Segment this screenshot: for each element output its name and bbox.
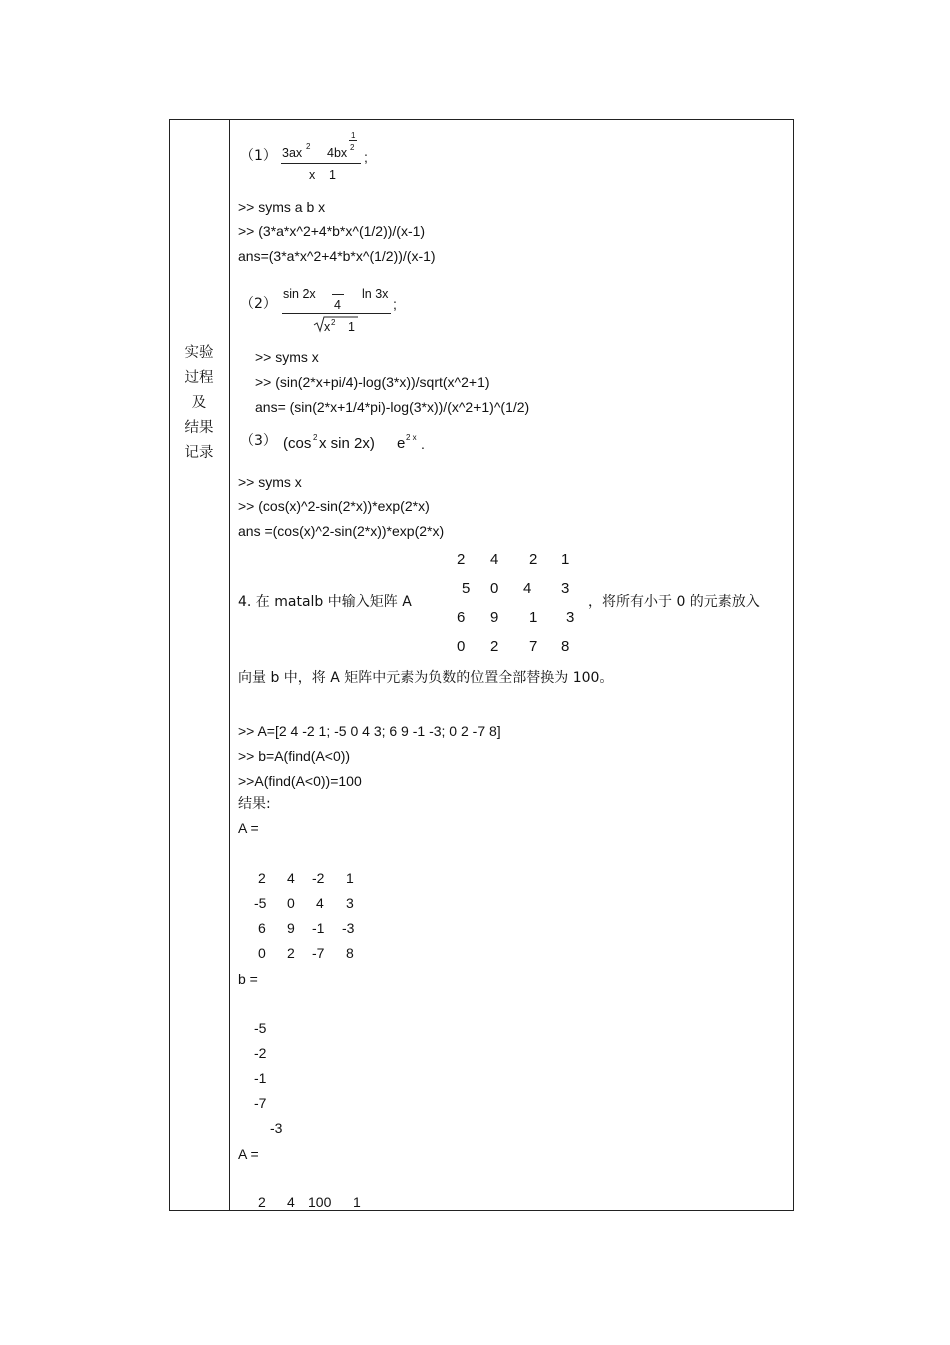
- output-cell: 0: [258, 945, 266, 961]
- output-a-label: A =: [238, 820, 259, 836]
- item2-frac-4: 4: [334, 298, 341, 312]
- output-cell: 2: [287, 945, 295, 961]
- item1-semicolon: ;: [364, 149, 368, 165]
- output-b-value: -5: [254, 1020, 267, 1036]
- section-label-line: 过程: [184, 370, 214, 386]
- output-a2-label: A =: [238, 1146, 259, 1162]
- output-b-label: b =: [238, 971, 258, 987]
- matrix-cell: 0: [457, 638, 466, 655]
- code-line: >> (cos(x)^2-sin(2*x))*exp(2*x): [238, 498, 430, 514]
- item1-exponent-b-bottom: 2: [350, 143, 355, 152]
- output-cell: 0: [287, 895, 295, 911]
- output-cell: -3: [342, 920, 355, 936]
- code-line: ans= (sin(2*x+1/4*pi)-log(3*x))/(x^2+1)^(1/2): [255, 399, 530, 415]
- code-line: >>A(find(A<0))=100: [238, 773, 362, 789]
- code-line: >> syms x: [238, 474, 302, 490]
- code-line: >> (3*a*x^2+4*b*x^(1/2))/(x-1): [238, 223, 426, 239]
- item2-numerator-ln: ln 3x: [362, 287, 389, 301]
- matrix-cell: 2: [490, 638, 499, 655]
- item2-semicolon: ;: [393, 296, 397, 312]
- matrix-cell: 1: [529, 609, 538, 626]
- section-label-line: 及: [191, 395, 207, 411]
- output-cell: 2: [258, 870, 266, 886]
- output-b-value: -2: [254, 1045, 267, 1061]
- matrix-cell: 3: [561, 580, 570, 597]
- code-line: ans =(cos(x)^2-sin(2*x))*exp(2*x): [238, 523, 445, 539]
- output-cell: -5: [254, 895, 267, 911]
- matrix-cell: 1: [561, 551, 570, 568]
- item4-line2: 向量 b 中，将 A 矩阵中元素为负数的位置全部替换为 100。: [238, 670, 614, 686]
- item2-denominator-exponent: 2: [331, 318, 336, 327]
- matrix-cell: 7: [529, 638, 538, 655]
- output-cell: 9: [287, 920, 295, 936]
- section-label-line: 记录: [184, 445, 214, 461]
- matrix-cell: 6: [457, 609, 466, 626]
- item3-exponent-2: 2: [313, 433, 318, 442]
- item2-numerator-sin: sin 2x: [283, 287, 316, 301]
- matrix-cell: 8: [561, 638, 570, 655]
- item2-pi-bar: [332, 294, 344, 295]
- item1-denominator-1: 1: [329, 168, 336, 182]
- code-line: >> syms a b x: [238, 199, 326, 215]
- output-cell: 1: [346, 870, 354, 886]
- output-cell: -1: [312, 920, 325, 936]
- output-cell: -2: [312, 870, 325, 886]
- item2-label: （2）: [240, 296, 277, 312]
- item1-fraction-bar: [281, 163, 361, 164]
- output-cell: 8: [346, 945, 354, 961]
- code-line: ans=(3*a*x^2+4*b*x^(1/2))/(x-1): [238, 248, 436, 264]
- item3-period: .: [421, 436, 425, 452]
- item1-exponent-fraction-bar: [349, 140, 357, 141]
- output-cell: 6: [258, 920, 266, 936]
- matrix-cell: 0: [490, 580, 499, 597]
- output-cell: 3: [346, 895, 354, 911]
- item3-expr-e: e: [397, 435, 406, 452]
- item2-denominator-1: 1: [348, 320, 355, 334]
- item1-label: （1）: [240, 148, 277, 164]
- section-label-line: 结果: [184, 420, 214, 436]
- output-cell: 1: [353, 1194, 361, 1210]
- output-cell: 100: [308, 1194, 332, 1210]
- result-label: 结果:: [238, 796, 271, 812]
- matrix-cell: 2: [529, 551, 538, 568]
- item4-tail: ，将所有小于 0 的元素放入: [588, 594, 760, 610]
- code-line: >> A=[2 4 -2 1; -5 0 4 3; 6 9 -1 -3; 0 2 -7 8]: [238, 723, 501, 739]
- item1-exponent-a: 2: [306, 142, 311, 151]
- section-label-line: 实验: [184, 345, 214, 361]
- output-cell: 2: [258, 1194, 266, 1210]
- matrix-cell: 3: [566, 609, 575, 626]
- item3-label: （3）: [240, 433, 277, 449]
- matrix-cell: 2: [457, 551, 466, 568]
- matrix-cell: 9: [490, 609, 499, 626]
- output-cell: -7: [312, 945, 325, 961]
- item1-denominator-x: x: [309, 168, 316, 182]
- item1-exponent-b-top: 1: [351, 131, 356, 140]
- item3-expr-a: (cos: [283, 435, 312, 452]
- output-b-value: -7: [254, 1095, 267, 1111]
- item4-intro: 4. 在 matalb 中输入矩阵 A: [238, 594, 412, 610]
- output-cell: 4: [287, 870, 295, 886]
- output-b-value: -3: [270, 1120, 283, 1136]
- item3-expr-b: x sin 2x): [319, 435, 375, 452]
- item3-exponent-2x: 2 x: [406, 433, 417, 442]
- code-line: >> b=A(find(A<0)): [238, 748, 351, 764]
- item1-numerator-a: 3ax: [282, 146, 303, 160]
- matrix-cell: 4: [523, 580, 532, 597]
- output-b-value: -1: [254, 1070, 267, 1086]
- matrix-cell: 4: [490, 551, 499, 568]
- item2-denominator-x: x: [324, 320, 331, 334]
- code-line: >> (sin(2*x+pi/4)-log(3*x))/sqrt(x^2+1): [255, 374, 490, 390]
- output-cell: 4: [287, 1194, 295, 1210]
- item1-numerator-b: 4bx: [327, 146, 348, 160]
- matrix-cell: 5: [462, 580, 471, 597]
- code-line: >> syms x: [255, 349, 319, 365]
- output-cell: 4: [316, 895, 324, 911]
